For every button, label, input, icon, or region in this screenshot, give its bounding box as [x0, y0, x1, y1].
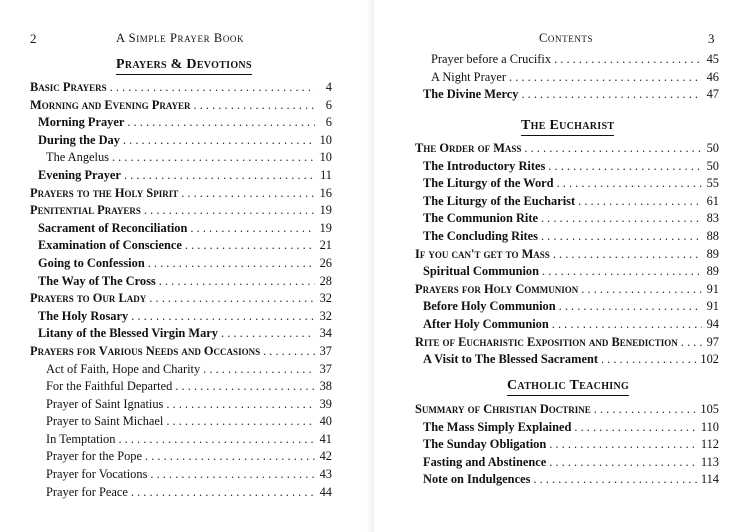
dot-leader	[554, 52, 702, 67]
right-page	[374, 0, 748, 532]
toc-entry-label: During the Day	[38, 132, 120, 147]
toc-entry-label: Summary of Christian Doctrine	[415, 402, 591, 416]
dot-leader	[159, 274, 315, 289]
dot-leader	[166, 414, 315, 429]
toc-entry-label: The Way of The Cross	[38, 273, 156, 288]
toc-entry-label: Prayer for Peace	[46, 484, 128, 499]
toc-entry-label: Prayer before a Crucifix	[431, 52, 552, 66]
toc-entry-page-number: 16	[319, 185, 332, 200]
dot-leader	[221, 326, 315, 341]
toc-entry-label: The Angelus	[46, 150, 109, 165]
dot-leader	[181, 186, 315, 201]
dot-leader	[148, 256, 315, 271]
dot-leader	[150, 467, 315, 482]
toc-entry-page-number: 21	[319, 238, 332, 253]
toc-entry-page-number: 102	[700, 352, 719, 367]
toc-entry-page-number: 46	[706, 69, 719, 84]
toc-entry-page-number: 6	[325, 115, 332, 130]
toc-entry	[415, 141, 719, 159]
dot-leader	[194, 98, 315, 113]
toc-entry-label: Morning and Evening Prayer	[30, 97, 191, 112]
dot-leader	[552, 317, 702, 332]
toc-entry-label: The Liturgy of the Word	[423, 176, 554, 191]
toc-entry-page-number: 91	[706, 299, 719, 314]
right-running-head: Contents	[539, 31, 594, 45]
toc-list-eucharist	[415, 141, 719, 370]
dot-leader	[175, 379, 315, 394]
toc-entry-page-number: 105	[700, 402, 719, 416]
toc-entry	[415, 70, 719, 88]
dot-leader	[149, 291, 315, 306]
toc-entry	[30, 362, 332, 380]
toc-entry-label: Rite of Eucharistic Exposition and Benediction	[415, 334, 678, 349]
toc-entry-page-number: 38	[319, 379, 332, 394]
toc-entry-label: Prayer of Saint Ignatius	[46, 396, 164, 411]
toc-entry-page-number: 39	[319, 396, 332, 411]
toc-entry	[30, 414, 332, 432]
toc-entry-label: Going to Confession	[38, 255, 145, 270]
toc-entry	[415, 335, 719, 353]
toc-entry-page-number: 26	[319, 255, 332, 270]
toc-entry-label: Note on Indulgences	[423, 472, 531, 487]
toc-entry-page-number: 47	[706, 87, 719, 102]
toc-entry	[415, 437, 719, 455]
toc-entry-label: Evening Prayer	[38, 167, 121, 182]
toc-entry-page-number: 41	[319, 431, 332, 446]
dot-leader	[681, 335, 702, 350]
toc-entry-label: Prayer for the Pope	[46, 449, 142, 464]
dot-leader	[110, 80, 315, 95]
toc-entry-label: The Divine Mercy	[423, 87, 519, 102]
toc-entry-label: Prayers for Holy Communion	[415, 281, 579, 296]
dot-leader	[601, 352, 697, 367]
toc-entry-page-number: 11	[320, 167, 332, 182]
dot-leader	[557, 176, 702, 191]
toc-entry	[415, 420, 719, 438]
toc-entry	[30, 115, 332, 133]
toc-entry	[415, 472, 719, 490]
toc-entry-label: The Communion Rite	[423, 211, 538, 226]
toc-entry-label: The Holy Rosary	[38, 308, 129, 323]
toc-entry	[415, 317, 719, 335]
toc-entry-page-number: 28	[319, 273, 332, 288]
toc-entry	[415, 352, 719, 370]
toc-entry	[415, 229, 719, 247]
toc-entry	[415, 247, 719, 265]
section-title-prayers-devotions: Prayers & Devotions	[116, 57, 252, 75]
dot-leader	[123, 133, 315, 148]
toc-entry	[30, 98, 332, 116]
dot-leader	[118, 432, 315, 447]
toc-entry-label: Litany of the Blessed Virgin Mary	[38, 326, 219, 341]
section-title-eucharist: The Eucharist	[521, 118, 614, 136]
toc-entry-page-number: 10	[319, 150, 332, 165]
dot-leader	[127, 115, 315, 130]
toc-entry-label: The Introductory Rites	[423, 158, 546, 173]
toc-entry-page-number: 114	[700, 472, 719, 487]
toc-entry-label: Penitential Prayers	[30, 203, 141, 218]
toc-entry-page-number: 34	[319, 326, 332, 341]
toc-entry-page-number: 32	[319, 308, 332, 323]
toc-entry-page-number: 50	[706, 158, 719, 173]
toc-entry	[30, 309, 332, 327]
toc-entry-page-number: 89	[706, 264, 719, 279]
dot-leader	[524, 141, 702, 156]
toc-entry	[415, 299, 719, 317]
toc-entry	[30, 133, 332, 151]
toc-entry-label: Prayer to Saint Michael	[46, 414, 164, 429]
dot-leader	[185, 238, 315, 253]
toc-entry-page-number: 61	[706, 193, 719, 208]
toc-entry-label: The Sunday Obligation	[423, 437, 547, 452]
dot-leader	[190, 221, 315, 236]
left-page-number: 2	[30, 31, 37, 46]
toc-entry-label: Prayer for Vocations	[46, 467, 148, 482]
toc-entry-page-number: 19	[319, 220, 332, 235]
toc-entry-label: If you can't get to Mass	[415, 246, 550, 261]
toc-entry-label: Examination of Conscience	[38, 238, 182, 253]
toc-entry	[415, 211, 719, 229]
toc-entry	[30, 397, 332, 415]
dot-leader	[541, 211, 702, 226]
toc-entry-label: Before Holy Communion	[423, 299, 556, 314]
dot-leader	[549, 455, 698, 470]
dot-leader	[594, 402, 698, 417]
toc-entry-page-number: 112	[700, 437, 719, 452]
toc-entry	[415, 455, 719, 473]
toc-entry	[30, 379, 332, 397]
dot-leader	[509, 70, 702, 85]
toc-entry-label: For the Faithful Departed	[46, 379, 173, 394]
toc-entry	[30, 291, 332, 309]
toc-entry-page-number: 83	[706, 211, 719, 226]
toc-entry-label: The Mass Simply Explained	[423, 419, 572, 434]
toc-entry	[30, 432, 332, 450]
toc-entry	[30, 274, 332, 292]
toc-entry	[415, 52, 719, 70]
toc-entry	[30, 256, 332, 274]
toc-entry-label: A Night Prayer	[431, 69, 507, 84]
dot-leader	[166, 397, 315, 412]
toc-entry-page-number: 6	[325, 97, 332, 112]
right-page-number: 3	[708, 31, 715, 46]
toc-entry-page-number: 94	[706, 316, 719, 331]
toc-entry	[30, 203, 332, 221]
toc-entry-page-number: 113	[700, 454, 719, 469]
toc-entry-page-number: 19	[319, 203, 332, 218]
dot-leader	[131, 309, 315, 324]
toc-entry-page-number: 89	[706, 246, 719, 261]
toc-entry-page-number: 4	[325, 80, 332, 94]
toc-entry-page-number: 91	[706, 281, 719, 296]
dot-leader	[144, 203, 315, 218]
toc-entry-label: A Visit to The Blessed Sacrament	[423, 352, 598, 367]
dot-leader	[553, 247, 702, 262]
toc-entry-label: Prayers for Various Needs and Occasions	[30, 343, 261, 358]
dot-leader	[263, 344, 315, 359]
toc-entry-page-number: 88	[706, 228, 719, 243]
toc-entry-page-number: 43	[319, 467, 332, 482]
toc-entry-label: Morning Prayer	[38, 115, 125, 130]
toc-list-prayers-devotions	[30, 80, 332, 502]
toc-entry	[415, 159, 719, 177]
dot-leader	[533, 472, 697, 487]
dot-leader	[559, 299, 702, 314]
toc-entry-label: The Concluding Rites	[423, 228, 538, 243]
toc-entry-label: Spiritual Communion	[423, 264, 540, 279]
toc-entry-page-number: 55	[706, 176, 719, 191]
toc-entry-page-number: 44	[319, 484, 332, 499]
dot-leader	[542, 264, 702, 279]
toc-entry	[415, 176, 719, 194]
toc-entry	[415, 264, 719, 282]
toc-entry	[415, 282, 719, 300]
toc-entry-label: Prayers to the Holy Spirit	[30, 185, 179, 200]
dot-leader	[549, 437, 698, 452]
left-running-head: A Simple Prayer Book	[116, 31, 245, 45]
toc-entry-page-number: 42	[319, 449, 332, 464]
toc-entry-label: In Temptation	[46, 431, 116, 446]
toc-entry-label: Sacrament of Reconciliation	[38, 220, 188, 235]
toc-entry	[30, 186, 332, 204]
toc-entry-page-number: 110	[700, 419, 719, 434]
toc-entry	[30, 449, 332, 467]
dot-leader	[521, 87, 702, 102]
toc-entry	[415, 402, 719, 420]
toc-list-catholic-teaching	[415, 402, 719, 490]
dot-leader	[548, 159, 702, 174]
toc-entry	[415, 87, 719, 105]
toc-entry	[30, 80, 332, 98]
toc-entry	[30, 326, 332, 344]
toc-entry-label: After Holy Communion	[423, 316, 549, 331]
dot-leader	[581, 282, 702, 297]
toc-entry-page-number: 32	[319, 291, 332, 306]
toc-entry-page-number: 97	[706, 334, 719, 349]
toc-entry-page-number: 10	[319, 132, 332, 147]
dot-leader	[574, 420, 697, 435]
toc-entry-label: Prayers to Our Lady	[30, 291, 147, 306]
toc-entry	[30, 168, 332, 186]
dot-leader	[112, 150, 315, 165]
toc-entry-label: Basic Prayers	[30, 80, 107, 94]
dot-leader	[131, 485, 315, 500]
toc-entry	[415, 194, 719, 212]
toc-entry-page-number: 50	[706, 141, 719, 155]
toc-entry	[30, 485, 332, 503]
dot-leader	[124, 168, 315, 183]
toc-entry-page-number: 37	[319, 361, 332, 376]
toc-entry	[30, 238, 332, 256]
toc-entry-label: Fasting and Abstinence	[423, 454, 547, 469]
dot-leader	[145, 449, 315, 464]
toc-entry	[30, 150, 332, 168]
toc-entry	[30, 467, 332, 485]
dot-leader	[203, 362, 315, 377]
toc-entry-page-number: 45	[706, 52, 719, 66]
toc-entry	[30, 221, 332, 239]
toc-entry-label: The Order of Mass	[415, 141, 522, 155]
dot-leader	[541, 229, 702, 244]
dot-leader	[578, 194, 702, 209]
toc-entry-page-number: 37	[319, 343, 332, 358]
toc-list-continued	[415, 52, 719, 105]
toc-entry-label: The Liturgy of the Eucharist	[423, 193, 576, 208]
toc-entry-label: Act of Faith, Hope and Charity	[46, 361, 201, 376]
toc-entry-page-number: 40	[319, 414, 332, 429]
toc-entry	[30, 344, 332, 362]
section-title-catholic-teaching: Catholic Teaching	[507, 378, 629, 396]
